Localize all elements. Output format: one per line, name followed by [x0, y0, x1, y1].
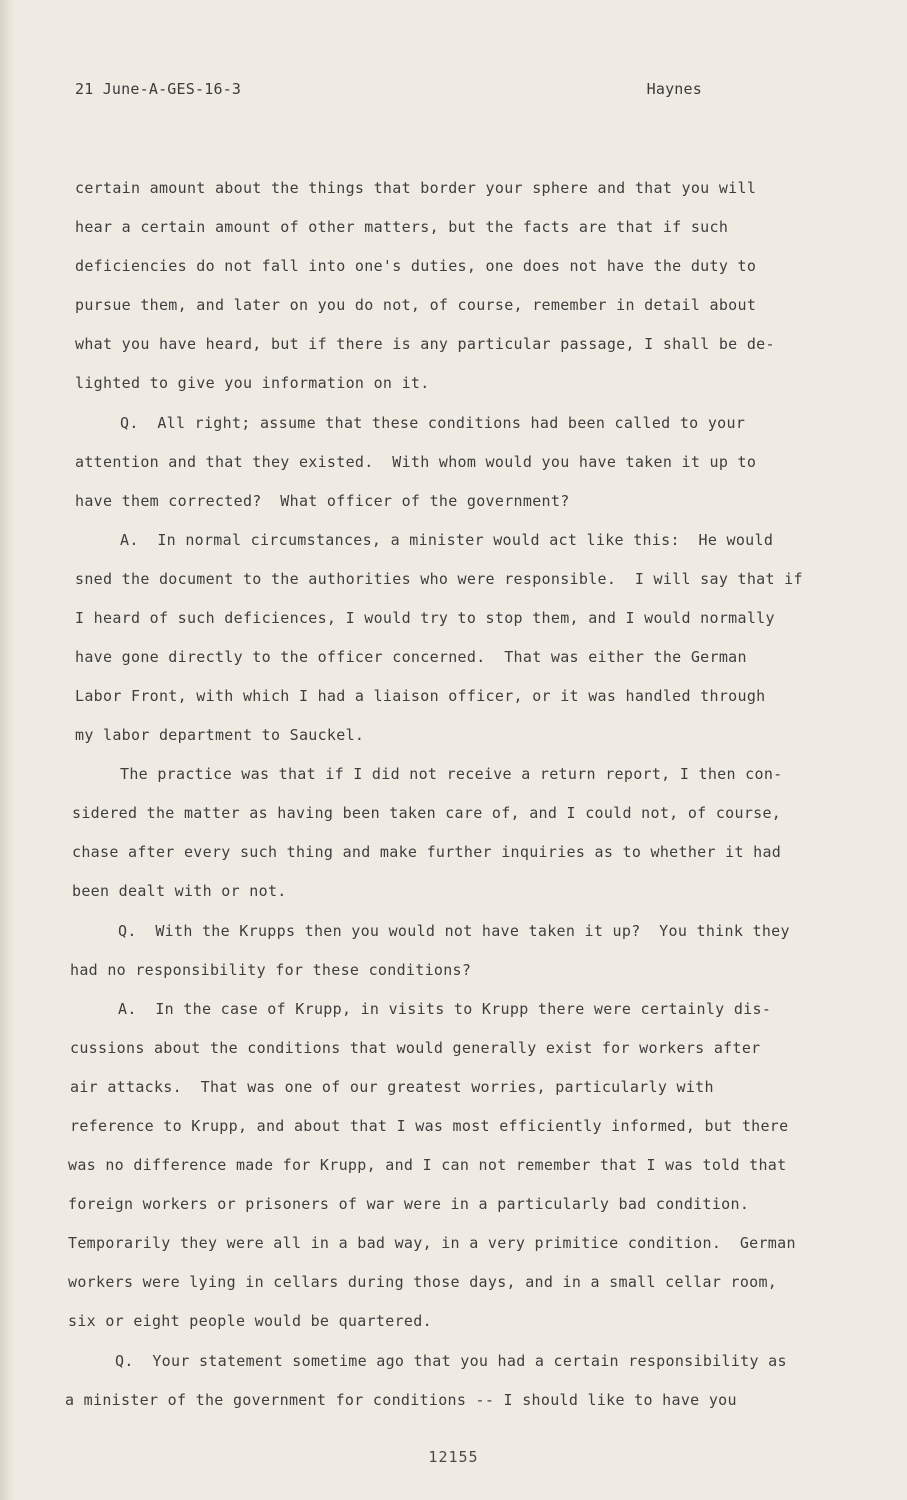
- text-line: Temporarily they were all in a bad way, in a very primitice condition. German: [68, 1234, 796, 1252]
- text-line: six or eight people would be quartered.: [68, 1312, 432, 1330]
- text-line: what you have heard, but if there is any particular passage, I shall be de-: [75, 335, 775, 353]
- text-line: pursue them, and later on you do not, of course, remember in detail about: [75, 296, 757, 314]
- header-code: 21 June-A-GES-16-3: [75, 80, 242, 98]
- text-line: my labor department to Sauckel.: [75, 726, 365, 744]
- text-line: Q. With the Krupps then you would not have taken it up? You think they: [118, 922, 790, 940]
- text-line: I heard of such deficiences, I would try to stop them, and I would normally: [75, 609, 775, 627]
- text-line: workers were lying in cellars during those days, and in a small cellar room,: [68, 1273, 778, 1291]
- text-line: deficiencies do not fall into one's duties, one does not have the duty to: [75, 257, 757, 275]
- text-line: certain amount about the things that border your sphere and that you will: [75, 179, 757, 197]
- text-line: a minister of the government for conditions -- I should like to have you: [65, 1391, 737, 1409]
- text-line: Labor Front, with which I had a liaison officer, or it was handled through: [75, 687, 766, 705]
- text-line: Q. All right; assume that these conditions had been called to your: [120, 414, 746, 432]
- text-line: foreign workers or prisoners of war were in a particularly bad condition.: [68, 1195, 750, 1213]
- header-name: Haynes: [646, 80, 702, 98]
- text-line: have them corrected? What officer of the government?: [75, 492, 570, 510]
- text-line: A. In normal circumstances, a minister would act like this: He would: [120, 531, 774, 549]
- text-line: reference to Krupp, and about that I was most efficiently informed, but there: [70, 1117, 789, 1135]
- text-line: had no responsibility for these conditions?: [70, 961, 472, 979]
- page-header: [75, 80, 702, 98]
- text-line: was no difference made for Krupp, and I can not remember that I was told that: [68, 1156, 787, 1174]
- text-line: air attacks. That was one of our greatest worries, particularly with: [70, 1078, 714, 1096]
- text-line: Q. Your statement sometime ago that you had a certain responsibility as: [115, 1352, 787, 1370]
- text-line: A. In the case of Krupp, in visits to Krupp there were certainly dis-: [118, 1000, 772, 1018]
- text-line: hear a certain amount of other matters, but the facts are that if such: [75, 218, 729, 236]
- text-line: sned the document to the authorities who were responsible. I will say that if: [75, 570, 803, 588]
- text-line: chase after every such thing and make further inquiries as to whether it had: [72, 843, 782, 861]
- text-line: lighted to give you information on it.: [75, 374, 430, 392]
- text-line: cussions about the conditions that would generally exist for workers after: [70, 1039, 761, 1057]
- text-line: sidered the matter as having been taken care of, and I could not, of course,: [72, 804, 782, 822]
- text-line: The practice was that if I did not receive a return report, I then con-: [120, 765, 783, 783]
- text-line: been dealt with or not.: [72, 882, 287, 900]
- page-number: 12155: [428, 1448, 479, 1466]
- text-line: have gone directly to the officer concerned. That was either the German: [75, 648, 747, 666]
- page-edge-shadow: [0, 0, 14, 1500]
- text-line: attention and that they existed. With whom would you have taken it up to: [75, 453, 757, 471]
